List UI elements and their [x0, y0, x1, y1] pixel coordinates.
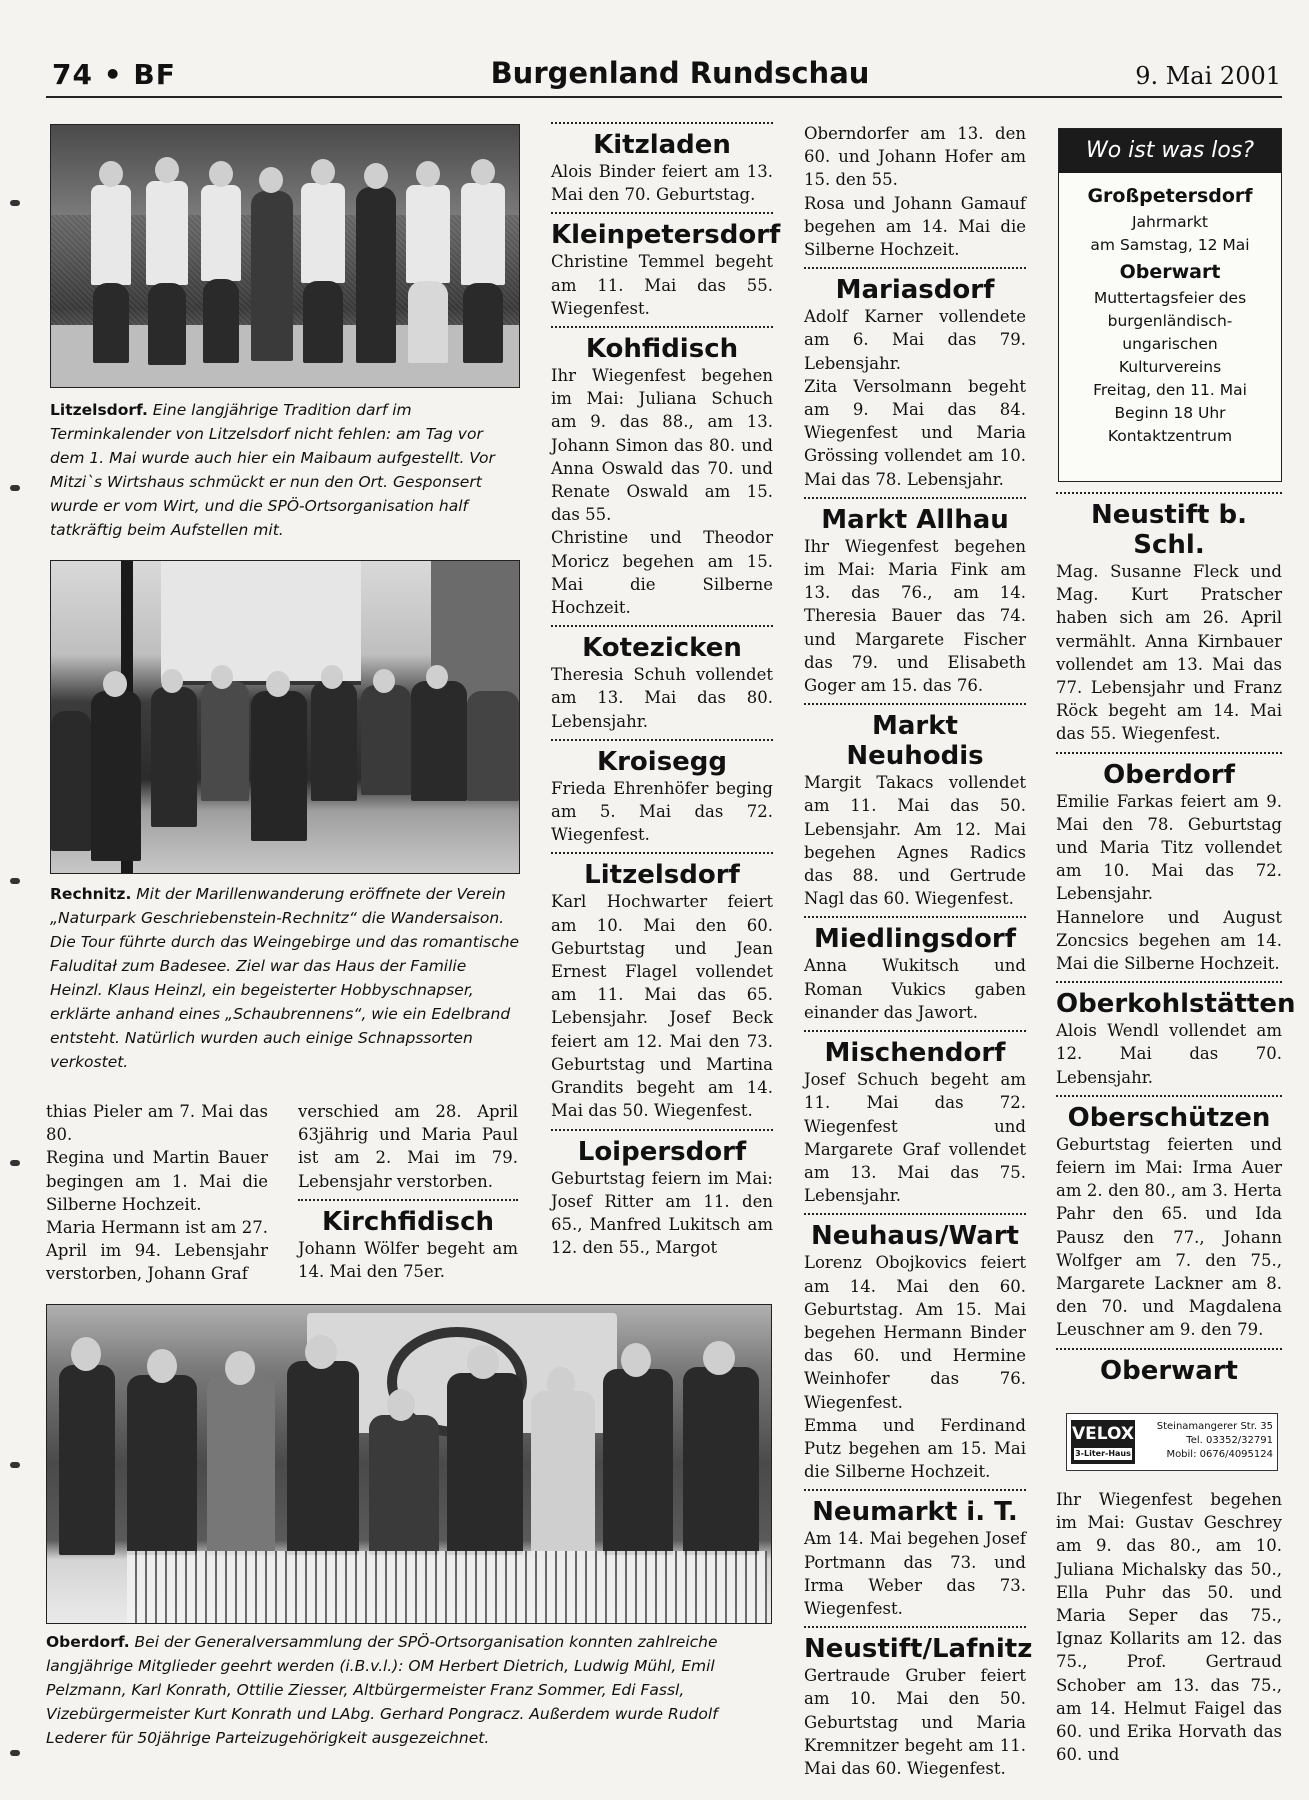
dotted-divider	[804, 267, 1026, 269]
dotted-divider	[298, 1199, 518, 1201]
margin-mark	[10, 1462, 20, 1468]
section-heading: Miedlingsdorf	[813, 924, 1017, 955]
section-heading: Loipersdorf	[577, 1136, 747, 1167]
dotted-divider	[1056, 1348, 1282, 1350]
section-markt-allhau	[804, 497, 1026, 697]
newspaper-title: Burgenland Rundschau	[490, 56, 870, 90]
paragraph: Ihr Wiegenfest begehen im Mai: Gustav Geschrey am 9. das 80., am 10. Juliana Michalsky das 50., Ella Puhr das 50. und Maria Seper das 75., Ignaz Kollarits am 12. das 75., Prof. Gertraud Schober am 13. das 75., am 14. Helmut Faigel das 60. und Erika Horvath das 60. und	[1056, 1490, 1282, 1765]
dotted-divider	[1056, 1095, 1282, 1097]
section-heading: Kotezicken	[582, 633, 742, 664]
section-text: Alois Binder feiert am 13. Mai den 70. Geburtstag.	[551, 162, 773, 205]
section-neuhaus-wart	[804, 1213, 1026, 1483]
section-kohfidisch	[551, 326, 773, 619]
events-box-title: Wo ist was los?	[1059, 129, 1281, 173]
section-heading: Kroisegg	[596, 746, 728, 777]
dotted-divider	[551, 212, 773, 214]
dotted-divider	[551, 1129, 773, 1131]
column-b	[298, 1100, 518, 1283]
ad-sub: 3-Liter-Haus	[1075, 1449, 1131, 1458]
section-heading: Oberdorf	[1103, 759, 1235, 790]
section-heading: Mischendorf	[824, 1038, 1006, 1069]
section-heading: Kitzladen	[593, 130, 731, 160]
dotted-divider	[551, 739, 773, 741]
dotted-divider	[804, 1489, 1026, 1491]
dotted-divider	[1056, 492, 1282, 494]
dotted-divider	[804, 916, 1026, 918]
caption-place: Rechnitz.	[50, 885, 132, 903]
section-kitzladen	[551, 122, 773, 206]
caption-rechnitz	[50, 882, 520, 1074]
photo-rechnitz-wanderung	[50, 560, 520, 874]
section-heading: Neustift b. Schl.	[1091, 500, 1247, 560]
event-text: Jahrmarkt am Samstag, 12 Mai	[1090, 213, 1250, 254]
caption-text: Eine langjährige Tradition darf im Terminkalender von Litzelsdorf nicht fehlen: am Tag vor dem 1. Mai wurde auch hier ein Maibaum aufgestellt. Vor Mitzi`s Wirtshaus schmückt er nun den Ort. Gesponsert wurde er vom Wirt, und die SPÖ-Ortsorganisation half tatkräftig beim Aufstellen mit.	[50, 401, 495, 539]
caption-place: Oberdorf.	[46, 1633, 130, 1651]
section-neustift-schl	[1056, 492, 1282, 746]
margin-mark	[10, 200, 20, 206]
ad-brand: VELOX	[1072, 1424, 1134, 1444]
section-kroisegg	[551, 739, 773, 847]
caption-text: Mit der Marillenwanderung eröffnete der Verein „Naturpark Geschriebenstein-Rechnitz“ die Wandersaison. Die Tour führte durch das Weingebirge und das romantische Faluditał zum Badesee. Ziel war das Haus der Familie Heinzl. Klaus Heinzl, ein begeisterter Hobbyschnapser, erklärte anhand eines „Schaubrennens“, wie ein Edelbrand entsteht. Natürlich wurden auch einige Schnapssorten verkostet.	[50, 885, 520, 1071]
column-e-tail	[1056, 1488, 1282, 1766]
page-number: 74 • BF	[52, 58, 176, 91]
dotted-divider	[551, 326, 773, 328]
section-text: Adolf Karner vollendete am 6. Mai das 79. Lebensjahr. Zita Versolmann begeht am 9. Mai das 84. Wiegenfest und Maria Grössing vollendet am 10. Mai das 78. Lebensjahr.	[804, 307, 1026, 489]
ad-mobil: Mobil: 0676/4095124	[1166, 1449, 1273, 1460]
section-heading: Neustift/Lafnitz	[804, 1634, 1033, 1665]
text-block	[804, 122, 1026, 261]
section-heading: Neumarkt i. T.	[812, 1497, 1018, 1528]
section-heading: Kohfidisch	[585, 334, 739, 365]
section-text: Gertraude Gruber feiert am 10. Mai den 50. Geburtstag und Maria Kremnitzer begeht am 11. Mai das 60. Wiegenfest.	[804, 1666, 1026, 1778]
section-text: Geburtstag feierten und feiern im Mai: Irma Auer am 2. den 80., am 3. Herta Pahr den 65. und Ida Pausz den 77., Johann Wolfger am 7. den 75., Margarete Lackner am 8. den 70. und Magdalena Leuschner am 9. den 79.	[1056, 1134, 1282, 1340]
velox-logo	[1071, 1420, 1135, 1464]
dotted-divider	[804, 497, 1026, 499]
section-text: Am 14. Mai begehen Josef Portmann das 73. und Irma Weber das 73. Wiegenfest.	[804, 1529, 1026, 1618]
text-block	[298, 1100, 518, 1193]
section-heading: Oberkohlstätten	[1056, 989, 1296, 1020]
paragraph: thias Pieler am 7. Mai das 80. Regina und Martin Bauer begingen am 1. Mai die Silberne Hochzeit. Maria Hermann ist am 27. April im 94. Lebensjahr verstorben, Johann Graf	[46, 1102, 268, 1284]
section-text: Theresia Schuh vollendet am 13. Mai das 80. Lebensjahr.	[551, 665, 773, 731]
section-text: Emilie Farkas feiert am 9. Mai den 78. Geburtstag und Maria Titz vollendet am 10. Mai das 72. Lebensjahr. Hannelore und August Zoncsics begehen am 14. Mai die Silberne Hochzeit.	[1056, 791, 1282, 974]
section-text: Lorenz Obojkovics feiert am 14. Mai den 60. Geburtstag. Am 15. Mai begehen Hermann Binder das 60. und Hermine Weinhofer das 76. Wiegenfest. Emma und Ferdinand Putz begehen am 15. Mai die Silberne Hochzeit.	[804, 1253, 1026, 1482]
margin-mark	[10, 878, 20, 884]
velox-ad	[1066, 1413, 1278, 1471]
column-e	[1056, 492, 1296, 1386]
column-c	[551, 122, 781, 1259]
section-mischendorf	[804, 1030, 1026, 1207]
section-loipersdorf	[551, 1129, 773, 1260]
section-text: Karl Hochwarter feiert am 10. Mai den 60. Geburtstag und Jean Ernest Flagel vollendet am 11. Mai das 65. Lebensjahr. Josef Beck feiert am 12. Mai den 73. Geburtstag und Martina Grandits begeht am 14. Mai das 50. Wiegenfest.	[551, 892, 773, 1121]
margin-mark	[10, 1160, 20, 1166]
section-text: Johann Wölfer begeht am 14. Mai den 75er.	[298, 1238, 518, 1282]
caption-litzelsdorf	[50, 398, 520, 542]
issue-date: 9. Mai 2001	[1135, 62, 1281, 90]
section-heading: Kirchfidisch	[322, 1206, 494, 1237]
section-text: Frieda Ehrenhöfer beging am 5. Mai das 72. Wiegenfest.	[551, 778, 773, 845]
section-oberdorf	[1056, 752, 1282, 976]
section-text: Margit Takacs vollendet am 11. Mai das 50. Lebensjahr. Am 12. Mai begehen Agnes Radics das 88. und Gertrude Nagl das 60. Wiegenfest.	[804, 773, 1026, 909]
event-place: Großpetersdorf	[1087, 185, 1253, 207]
section-heading: Kleinpetersdorf	[551, 220, 781, 251]
dotted-divider	[551, 122, 773, 124]
section-miedlingsdorf	[804, 916, 1026, 1024]
section-kleinpetersdorf	[551, 212, 781, 320]
section-heading: Markt Neuhodis	[846, 711, 984, 772]
section-litzelsdorf	[551, 852, 773, 1122]
section-text: Ihr Wiegenfest begehen im Mai: Maria Fink am 13. das 76., am 14. Theresia Bauer das 74. und Margarete Fischer das 79. und Elisabeth Goger am 15. das 76.	[804, 536, 1026, 696]
section-text: Ihr Wiegenfest begehen im Mai: Juliana Schuch am 9. das 88., am 13. Johann Simon das 80. und Anna Oswald das 70. und Renate Oswald am 15. das 55. Christine und Theodor Moricz begehen am 15. Mai die Silberne Hochzeit.	[551, 366, 773, 618]
paragraph: Oberndorfer am 13. den 60. und Johann Hofer am 15. den 55. Rosa und Johann Gamauf begehen am 14. Mai die Silberne Hochzeit.	[804, 124, 1026, 260]
section-mariasdorf	[804, 267, 1026, 491]
dotted-divider	[804, 1626, 1026, 1628]
events-box	[1058, 128, 1282, 482]
caption-oberdorf	[46, 1630, 770, 1750]
ad-tel: Tel. 03352/32791	[1186, 1435, 1273, 1446]
paragraph: verschied am 28. April 63jährig und Maria Paul ist am 2. Mai im 79. Lebensjahr verstorben.	[298, 1102, 518, 1191]
margin-mark	[10, 1750, 20, 1756]
ad-address: Steinamangerer Str. 35	[1156, 1421, 1273, 1432]
photo-litzelsdorf-maibaum	[50, 124, 520, 388]
section-oberwart	[1056, 1348, 1282, 1386]
section-neumarkt	[804, 1489, 1026, 1620]
section-oberschuetzen	[1056, 1095, 1282, 1342]
caption-text: Bei der Generalversammlung der SPÖ-Ortsorganisation konnten zahlreiche langjährige Mitglieder geehrt werden (i.B.v.l.): OM Herbert Dietrich, Ludwig Mühl, Emil Pelzmann, Karl Konrath, Ottilie Ziesser, Altbürgermeister Franz Sommer, Edi Fassl, Vizebürgermeister Kurt Konrath und LAbg. Gerhard Pongracz. Außerdem wurde Rudolf Lederer für 50jährige Parteizugehörigkeit ausgezeichnet.	[46, 1633, 718, 1747]
column-d	[804, 122, 1033, 1780]
section-heading: Oberschützen	[1067, 1102, 1271, 1133]
section-heading: Oberwart	[1100, 1355, 1238, 1386]
photo-oberdorf-generalversammlung	[46, 1304, 772, 1624]
event-text: Muttertagsfeier des burgenländisch- ungarischen Kulturvereins Freitag, den 11. Mai Beginn 18 Uhr Kontaktzentrum	[1093, 289, 1247, 445]
section-kotezicken	[551, 625, 773, 733]
section-heading: Mariasdorf	[835, 275, 995, 306]
section-heading: Litzelsdorf	[584, 860, 740, 891]
dotted-divider	[551, 852, 773, 854]
header-rule	[46, 96, 1282, 98]
event-place: Oberwart	[1119, 261, 1221, 283]
section-oberkohlstaetten	[1056, 981, 1296, 1089]
events-box-body	[1059, 173, 1281, 448]
section-text: Mag. Susanne Fleck und Mag. Kurt Pratscher haben sich am 26. April vermählt. Anna Kirnbauer vollendet am 13. Mai das 77. Lebensjahr und Franz Röck begeht am 14. Mai das 55. Wiegenfest.	[1056, 562, 1282, 744]
dotted-divider	[804, 1030, 1026, 1032]
dotted-divider	[804, 1213, 1026, 1215]
dotted-divider	[804, 703, 1026, 705]
section-text: Josef Schuch begeht am 11. Mai das 72. Wiegenfest und Margarete Graf vollendet am 13. Mai das 75. Lebensjahr.	[804, 1070, 1026, 1206]
ad-contact	[1141, 1420, 1273, 1462]
section-heading: Markt Allhau	[821, 504, 1009, 535]
section-text: Geburtstag feiern im Mai: Josef Ritter am 11. den 65., Manfred Lukitsch am 12. den 55., Margot	[551, 1168, 773, 1258]
margin-mark	[10, 485, 20, 491]
section-markt-neuhodis	[804, 703, 1026, 910]
caption-place: Litzelsdorf.	[50, 401, 148, 419]
dotted-divider	[1056, 752, 1282, 754]
section-text: Alois Wendl vollendet am 12. Mai das 70. Lebensjahr.	[1056, 1021, 1282, 1087]
section-neustift-lafnitz	[804, 1626, 1033, 1780]
section-heading: Neuhaus/Wart	[811, 1221, 1019, 1252]
section-text: Christine Temmel begeht am 11. Mai das 55. Wiegenfest.	[551, 252, 773, 318]
dotted-divider	[1056, 981, 1282, 983]
section-kirchfidisch	[298, 1199, 518, 1283]
dotted-divider	[551, 625, 773, 627]
column-a	[46, 1100, 268, 1286]
section-text: Anna Wukitsch und Roman Vukics gaben einander das Jawort.	[804, 956, 1026, 1022]
text-block	[46, 1100, 268, 1286]
